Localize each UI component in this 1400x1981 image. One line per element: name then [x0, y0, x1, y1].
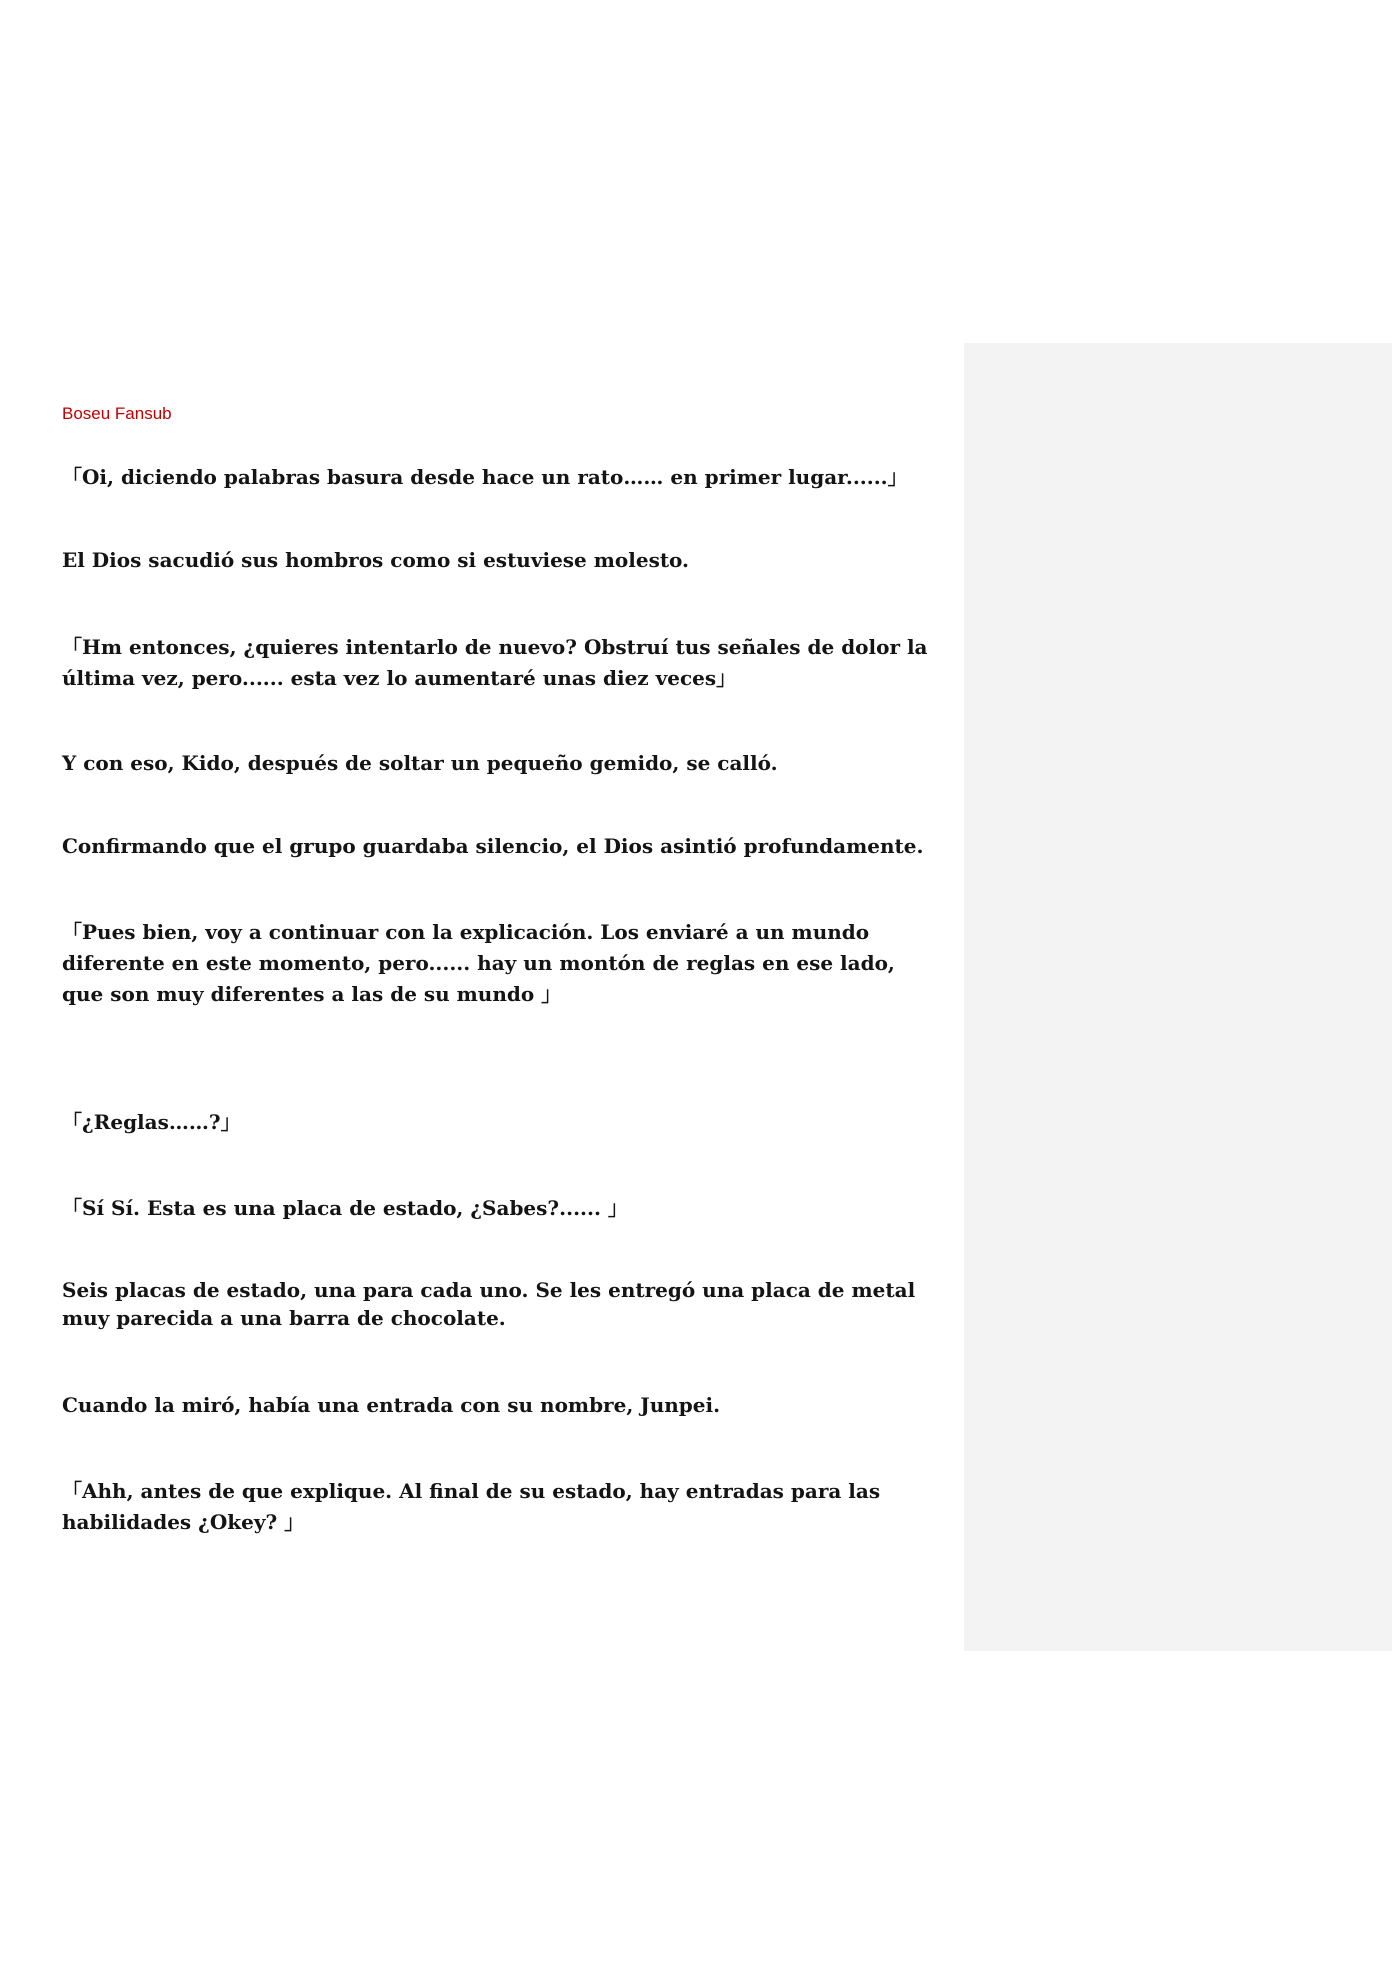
paragraph-10: Cuando la miró, había una entrada con su nombre, Junpei.: [62, 1393, 721, 1417]
fansub-header: Boseu Fansub: [62, 404, 172, 423]
paragraph-7: 「¿Reglas……?」: [62, 1110, 241, 1134]
paragraph-5: Confirmando que el grupo guardaba silencio, el Dios asintió profundamente.: [62, 834, 924, 858]
paragraph-2: El Dios sacudió sus hombros como si estuviese molesto.: [62, 548, 690, 572]
paragraph-8: 「Sí Sí. Esta es una placa de estado, ¿Sabes?...... 」: [62, 1196, 628, 1220]
paragraph-1: 「Oi, diciendo palabras basura desde hace un rato…… en primer lugar......」: [62, 465, 908, 489]
paragraph-6: 「Pues bien, voy a continuar con la explicación. Los enviaré a un mundo diferente en este momento, pero...... hay un montón de reglas en ese lado, que son muy diferentes a las de su mundo 」: [62, 920, 895, 1006]
paragraph-9: Seis placas de estado, una para cada uno. Se les entregó una placa de metal muy parecida a una barra de chocolate.: [62, 1278, 916, 1330]
comment-margin-panel: [964, 343, 1392, 1651]
paragraph-11: 「Ahh, antes de que explique. Al final de su estado, hay entradas para las habilidades ¿Okey? 」: [62, 1479, 881, 1534]
paragraph-4: Y con eso, Kido, después de soltar un pequeño gemido, se calló.: [62, 751, 778, 775]
paragraph-3: 「Hm entonces, ¿quieres intentarlo de nuevo? Obstruí tus señales de dolor la última vez, pero...... esta vez lo aumentaré unas diez veces」: [62, 635, 928, 690]
